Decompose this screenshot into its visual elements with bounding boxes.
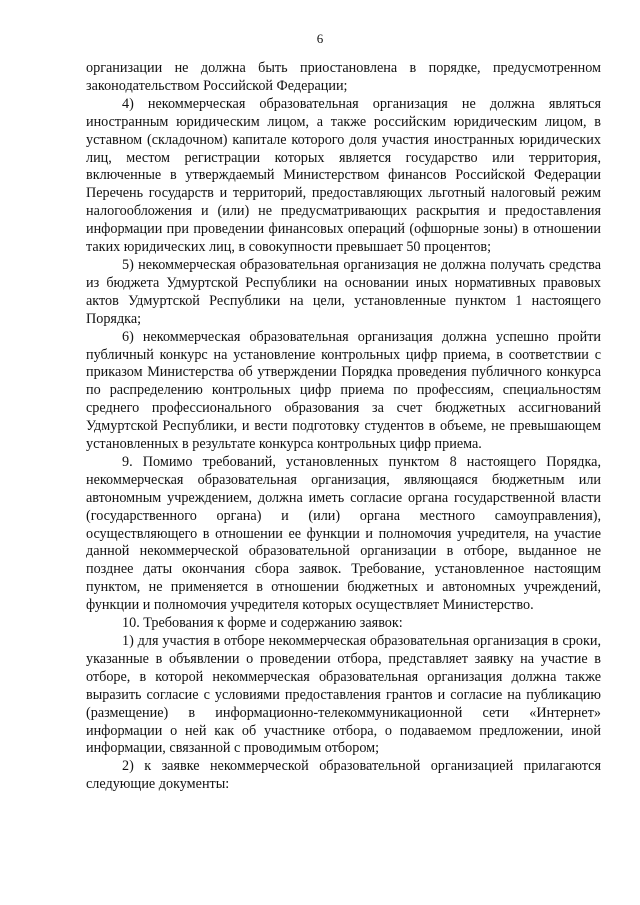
document-body	[86, 60, 601, 794]
paragraph-item-6: 6) некоммерческая образовательная организация должна успешно пройти публичный конкурс на установление контрольных цифр приема, в соответствии с приказом Министерства об утверждении Порядка проведения публичного конкурса по распределению контрольных цифр приема по профессиям, специальностям среднего профессионального образования за счет бюджетных ассигнований Удмуртской Республики, и вести подготовку студентов в объеме, не превышающем установленных в результате конкурса контрольных цифр приема.	[86, 328, 601, 453]
paragraph-item-4: 4) некоммерческая образовательная организация не должна являться иностранным юридическим лицом, а также российским юридическим лицом, в уставном (складочном) капитале которого доля участия иностранных юридических лиц, местом регистрации которых является государство или территория, включенные в утверждаемый Министерством финансов Российской Федерации Перечень государств и территорий, предоставляющих льготный налоговый режим налогообложения и (или) не предусматривающих раскрытия и предоставления информации при проведении финансовых операций (офшорные зоны) в отношении таких юридических лиц, в совокупности превышает 50 процентов;	[86, 95, 601, 256]
paragraph-clause-10-item-2: 2) к заявке некоммерческой образовательной организацией прилагаются следующие документы:	[86, 758, 601, 793]
page-number: 6	[316, 31, 324, 46]
paragraph-clause-10-item-1: 1) для участия в отборе некоммерческая образовательная организация в сроки, указанные в объявлении о проведении отбора, представляет заявку на участие в отборе, в которой некоммерческая образовательная организация должна также выразить согласие с условиями предоставления грантов и согласие на публикацию (размещение) в информационно-телекоммуникационной сети «Интернет» информации о ней как об участнике отбора, о подаваемом предложении, иной информации, связанной с проводимым отбором;	[86, 633, 601, 757]
paragraph-clause-10: 10. Требования к форме и содержанию заявок:	[122, 615, 403, 632]
paragraph-clause-9: 9. Помимо требований, установленных пунктом 8 настоящего Порядка, некоммерческая образовательная организация, являющаяся бюджетным или автономным учреждением, должна иметь согласие органа государственной власти (государственного органа) и (или) органа местного самоуправления), осуществляющего в отношении ее функции и полномочия учредителя, на участие данной некоммерческой образовательной организации в отборе, выданное не позднее даты окончания сбора заявок. Требование, установленное настоящим пунктом, не применяется в отношении бюджетных и автономных учреждений, функции и полномочия учредителя которых осуществляет Министерство.	[86, 453, 601, 614]
paragraph-continuation: организации не должна быть приостановлена в порядке, предусмотренном законодательством Российской Федерации;	[86, 60, 601, 94]
paragraph-item-5: 5) некоммерческая образовательная организация не должна получать средства из бюджета Удмуртской Республики на основании иных нормативных правовых актов Удмуртской Республики на цели, установленные пунктом 1 настоящего Порядка;	[86, 256, 601, 327]
